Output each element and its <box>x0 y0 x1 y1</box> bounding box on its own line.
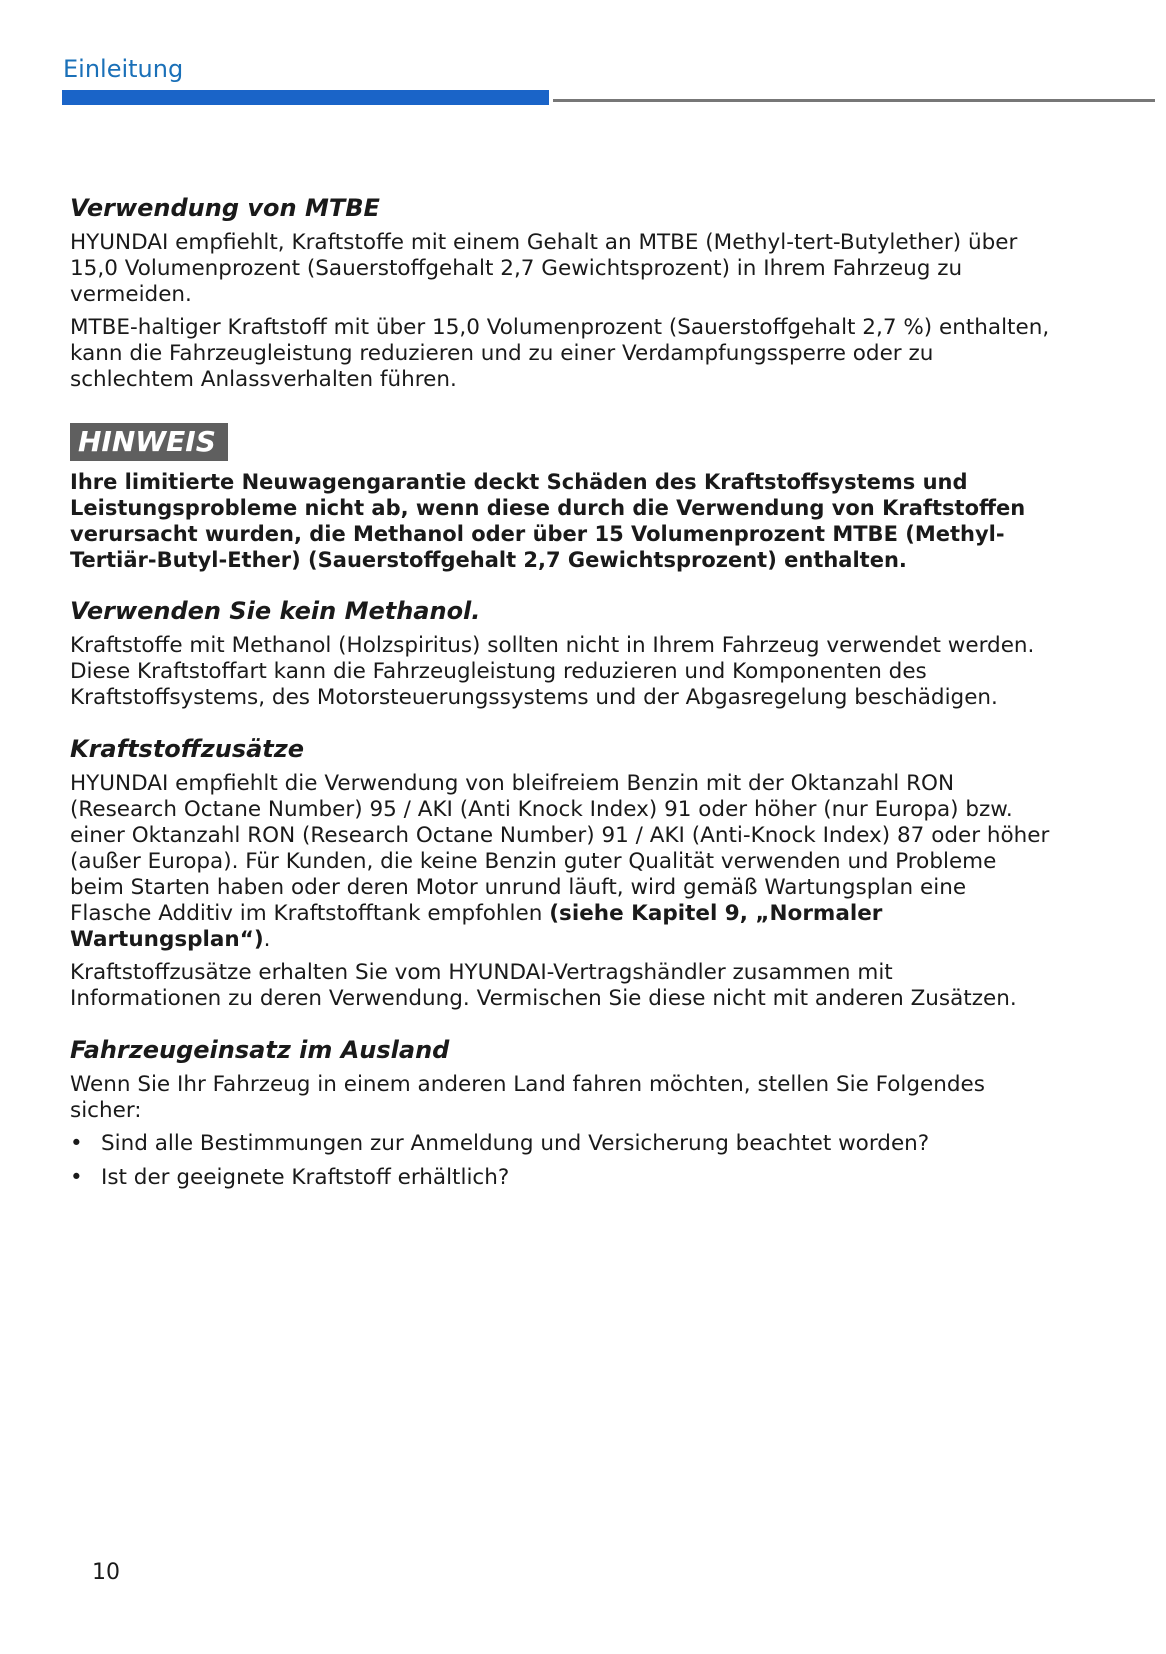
bullet-icon: • <box>70 1131 83 1156</box>
paragraph <box>70 771 1050 953</box>
chapter-reference: (siehe Kapitel 9, „Normaler Wartungsplan“) <box>70 901 883 952</box>
paragraph-end: . <box>263 927 271 952</box>
section-ausland <box>70 1034 1050 1191</box>
hinweis-text: Ihre limitierte Neuwagengarantie deckt Schäden des Kraftstoffsystems und Leistungsprobleme nicht ab, wenn diese durch die Verwendung von Kraftstoffen verursacht wurden, die Methanol oder über 15 Volumenprozent MTBE (Methyl-Tertiär-Butyl-Ether) (Sauerstoffgehalt 2,7 Gewichtsprozent) enthalten. <box>70 470 1026 572</box>
section-heading-methanol: Verwenden Sie kein Methanol. <box>70 597 481 625</box>
bullet-list <box>70 1131 1050 1191</box>
page-content <box>70 192 1050 1213</box>
section-heading-mtbe: Verwendung von MTBE <box>70 194 380 222</box>
section-heading-zusaetze: Kraftstoffzusätze <box>70 735 305 763</box>
paragraph: Kraftstoffzusätze erhalten Sie vom HYUNDAI-Vertragshändler zusammen mit Informationen zu deren Verwendung. Vermischen Sie diese nicht mit anderen Zusätzen. <box>70 960 1017 1011</box>
paragraph: HYUNDAI empfiehlt, Kraftstoffe mit einem Gehalt an MTBE (Methyl-tert-Butylether) über 15,0 Volumenprozent (Sauerstoffgehalt 2,7 Gewichtsprozent) in Ihrem Fahrzeug zu vermeiden. <box>70 230 1018 307</box>
paragraph: Kraftstoffe mit Methanol (Holzspiritus) sollten nicht in Ihrem Fahrzeug verwendet werden. Diese Kraftstoffart kann die Fahrzeugleistung reduzieren und Komponenten des Kraftstoffsystems, des Motorsteuerungssystems und der Abgasregelung beschädigen. <box>70 633 1035 710</box>
list-item: • Sind alle Bestimmungen zur Anmeldung und Versicherung beachtet worden? <box>70 1131 930 1156</box>
paragraph: Wenn Sie Ihr Fahrzeug in einem anderen Land fahren möchten, stellen Sie Folgendes sicher: <box>70 1072 985 1123</box>
hinweis-box <box>70 415 1050 573</box>
header-accent-bar <box>62 90 549 105</box>
section-zusaetze <box>70 733 1050 1012</box>
bullet-icon: • <box>70 1165 83 1190</box>
list-item: • Ist der geeignete Kraftstoff erhältlich? <box>70 1165 510 1190</box>
paragraph-text: HYUNDAI empfiehlt die Verwendung von bleifreiem Benzin mit der Oktanzahl RON (Research Octane Number) 95 / AKI (Anti Knock Index) 91 oder höher (nur Europa) bzw. einer Oktanzahl RON (Research Octane Number) 91 / AKI (Anti-Knock Index) 87 oder höher (außer Europa). Für Kunden, die keine Benzin guter Qualität verwenden und Probleme beim Starten haben oder deren Motor unrund läuft, wird gemäß Wartungsplan eine Flasche Additiv im Kraftstofftank empfohlen <box>70 771 1050 926</box>
section-methanol <box>70 595 1050 711</box>
hinweis-label: HINWEIS <box>70 423 228 461</box>
section-mtbe <box>70 192 1050 393</box>
section-heading-ausland: Fahrzeugeinsatz im Ausland <box>70 1036 450 1064</box>
paragraph: MTBE-haltiger Kraftstoff mit über 15,0 Volumenprozent (Sauerstoffgehalt 2,7 %) enthalten, kann die Fahrzeugleistung reduzieren und zu einer Verdampfungssperre oder zu schlechtem Anlassverhalten führen. <box>70 315 1050 392</box>
page-number: 10 <box>92 1560 120 1585</box>
chapter-title: Einleitung <box>63 55 184 83</box>
header-rule <box>553 99 1155 102</box>
